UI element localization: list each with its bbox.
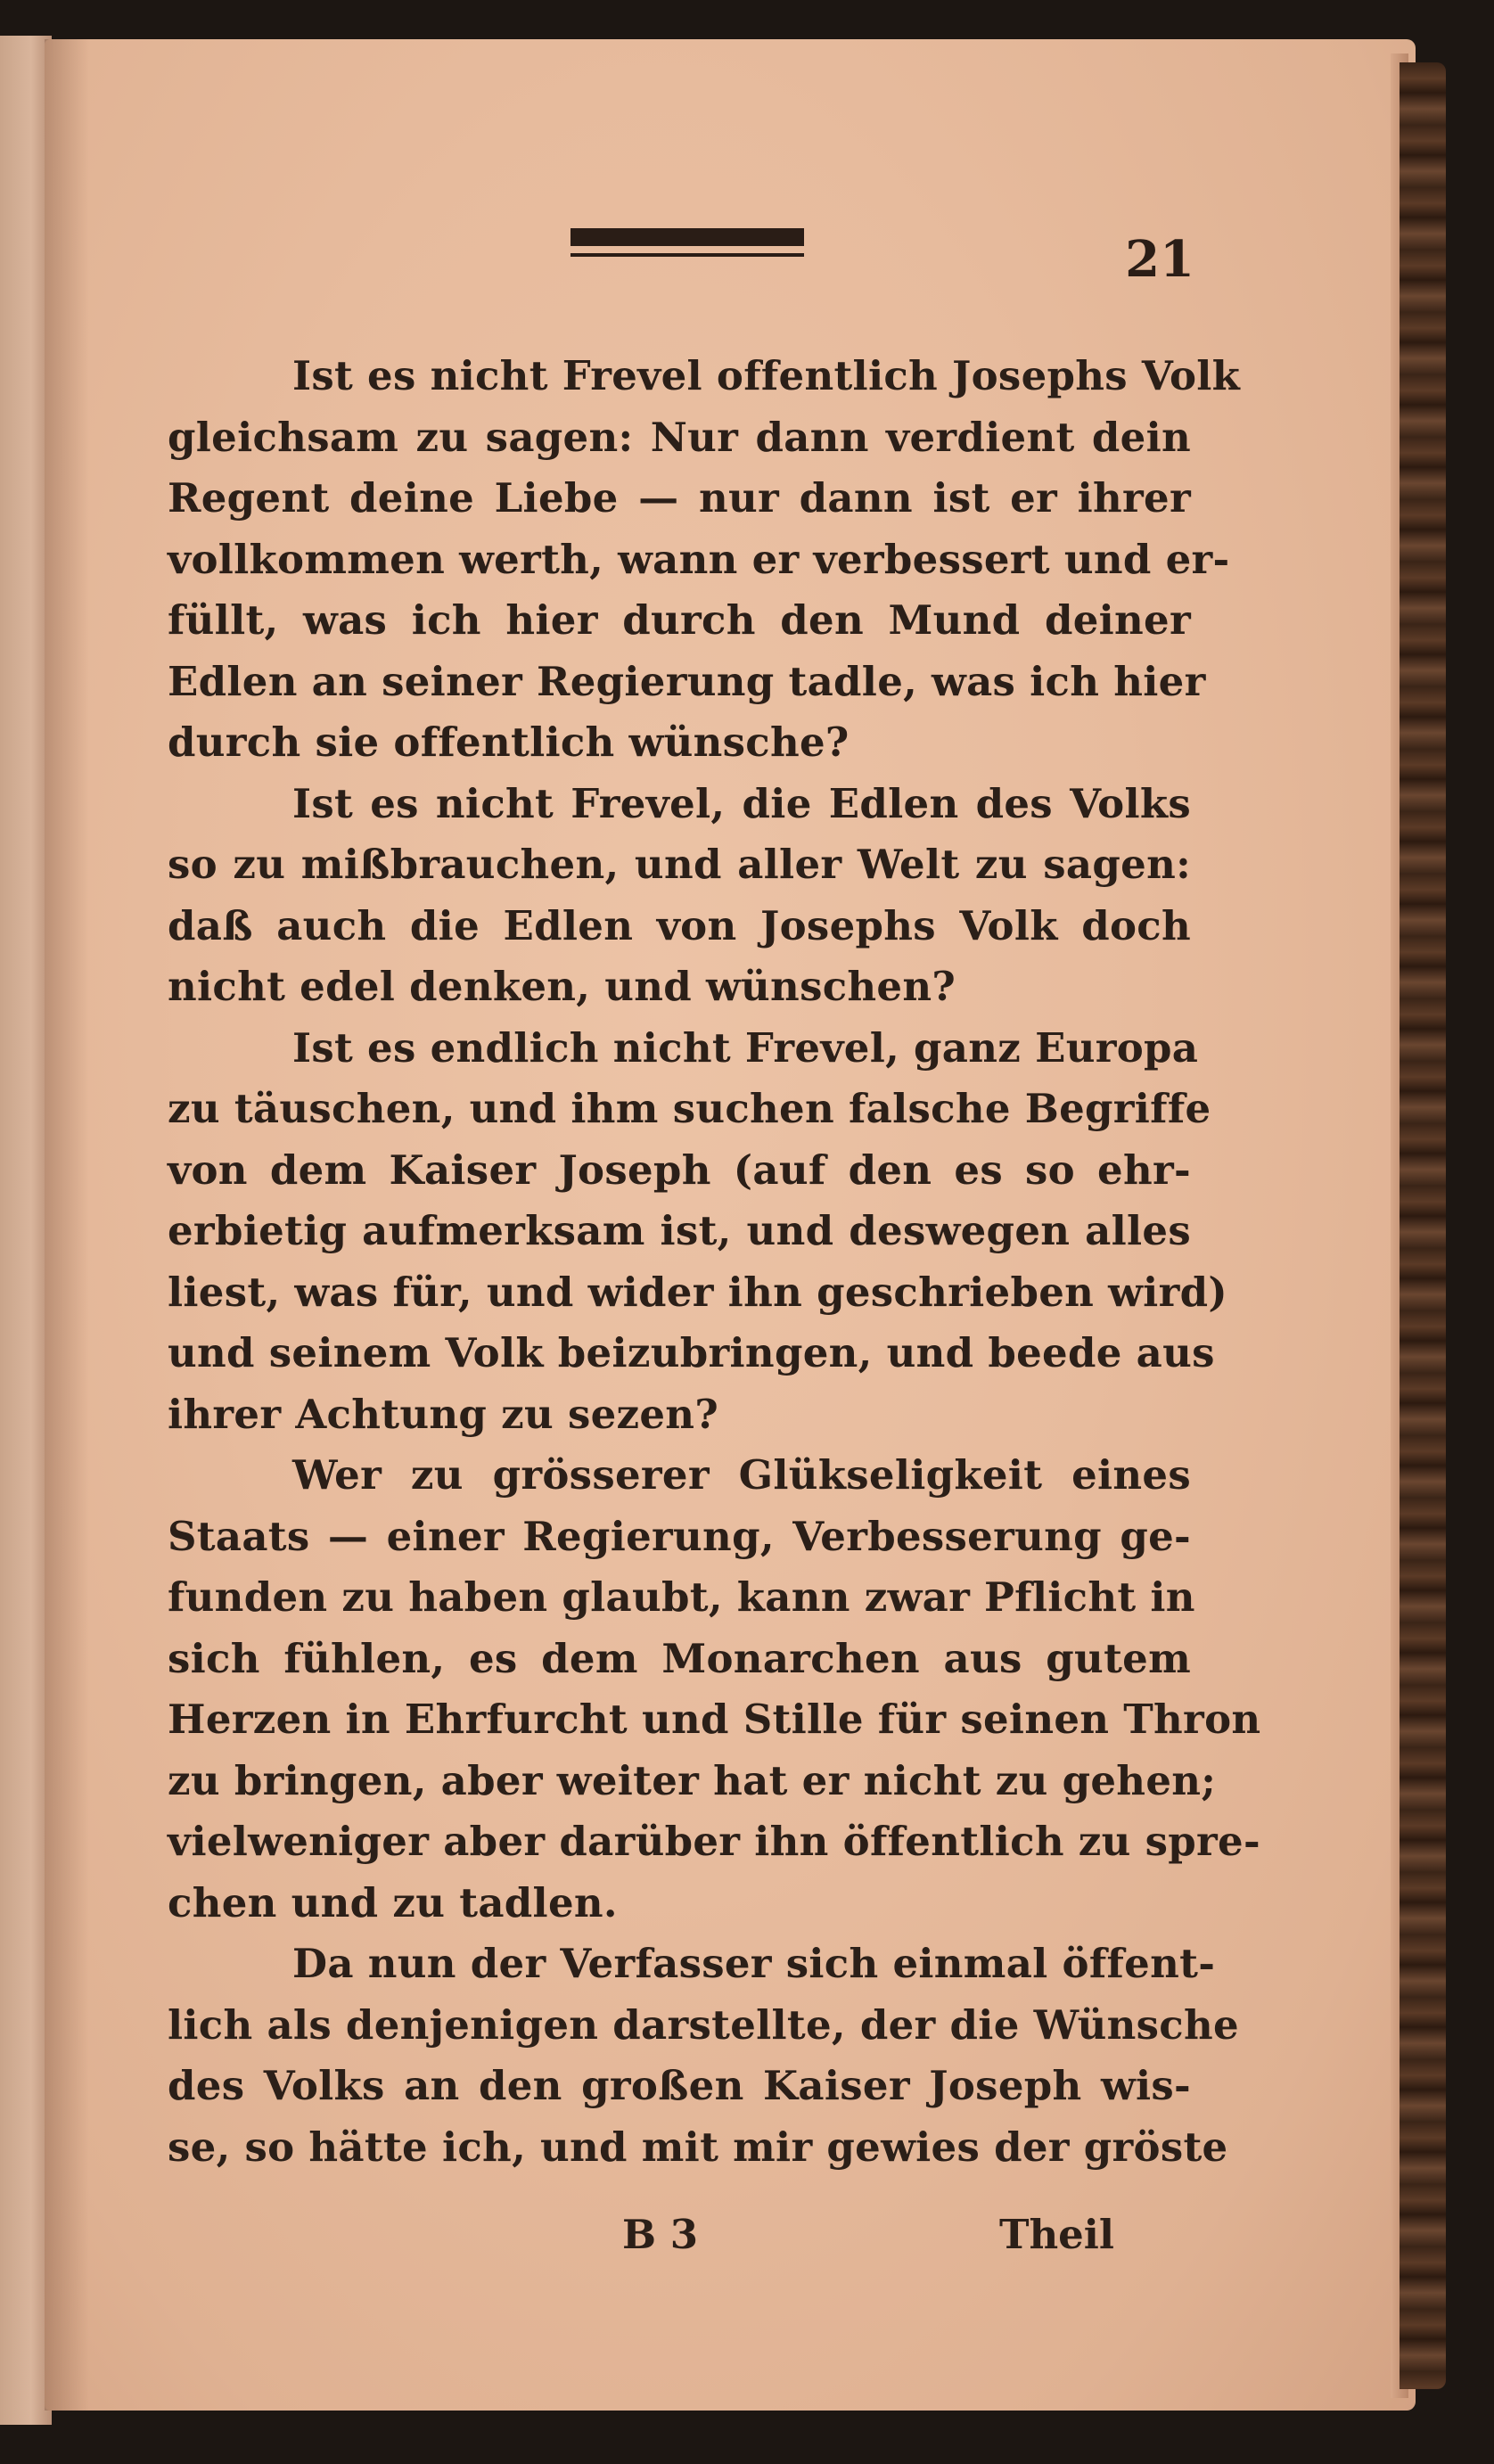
text-line: Regent deine Liebe — nur dann ist er ihrer xyxy=(168,474,1191,522)
text-line: Ist es nicht Frevel offentlich Josephs Volk xyxy=(292,352,1241,399)
page-footer xyxy=(168,2211,1191,2273)
text-line: ihrer Achtung zu sezen? xyxy=(168,1390,718,1438)
text-line: Staats — einer Regierung, Verbesserung ge- xyxy=(168,1512,1191,1560)
text-line: Da nun der Verfasser sich einmal öffent- xyxy=(292,1940,1216,1987)
text-line: lich als denjenigen darstellte, der die Wünsche xyxy=(168,2000,1239,2049)
text-line: Ist es endlich nicht Frevel, ganz Europa xyxy=(292,1023,1199,1072)
catchword: Theil xyxy=(998,2211,1114,2258)
text-line: se, so hätte ich, und mit mir gewies der gröste xyxy=(168,2123,1228,2171)
text-line: von dem Kaiser Joseph (auf den es so ehr- xyxy=(168,1146,1191,1194)
text-line: Herzen in Ehrfurcht und Stille für seinen Thron xyxy=(168,1696,1261,1743)
text-line: vollkommen werth, wann er verbessert und er- xyxy=(168,535,1230,583)
text-line: des Volks an den großen Kaiser Joseph wis- xyxy=(168,2062,1191,2109)
text-line: Edlen an seiner Regierung tadle, was ich hier xyxy=(168,657,1206,705)
book-cover-edge xyxy=(1400,62,1446,2389)
text-line: sich fühlen, es dem Monarchen aus gutem xyxy=(168,1634,1191,1682)
text-line: liest, was für, und wider ihn geschrieben wird) xyxy=(168,1268,1227,1316)
body-text xyxy=(168,346,1261,2178)
text-line: durch sie offentlich wünsche? xyxy=(168,719,850,766)
text-line: füllt, was ich hier durch den Mund deiner xyxy=(168,596,1191,644)
page-number: 21 xyxy=(1125,230,1194,289)
text-line: Wer zu grösserer Glükseligkeit eines xyxy=(292,1451,1191,1499)
text-line: gleichsam zu sagen: Nur dann verdient dein xyxy=(168,413,1191,461)
text-line: und seinem Volk beizubringen, und beede aus xyxy=(168,1329,1215,1376)
text-line: chen und zu tadlen. xyxy=(168,1878,618,1926)
text-line: vielweniger aber darüber ihn öffentlich zu spre- xyxy=(168,1818,1260,1865)
text-line: funden zu haben glaubt, kann zwar Pflicht in xyxy=(168,1573,1195,1621)
signature-mark: B 3 xyxy=(622,2211,699,2258)
header-rule xyxy=(571,228,804,246)
text-line: daß auch die Edlen von Josephs Volk doch xyxy=(168,901,1191,949)
text-line: erbietig aufmerksam ist, und deswegen alles xyxy=(168,1207,1191,1254)
text-line: Ist es nicht Frevel, die Edlen des Volks xyxy=(292,779,1191,827)
text-line: zu täuschen, und ihm suchen falsche Begriffe xyxy=(168,1085,1211,1132)
text-line: zu bringen, aber weiter hat er nicht zu gehen; xyxy=(168,1756,1217,1804)
gutter-shadow xyxy=(45,39,89,2411)
text-line: nicht edel denken, und wünschen? xyxy=(168,963,956,1010)
text-line: so zu mißbrauchen, und aller Welt zu sagen: xyxy=(168,841,1191,888)
